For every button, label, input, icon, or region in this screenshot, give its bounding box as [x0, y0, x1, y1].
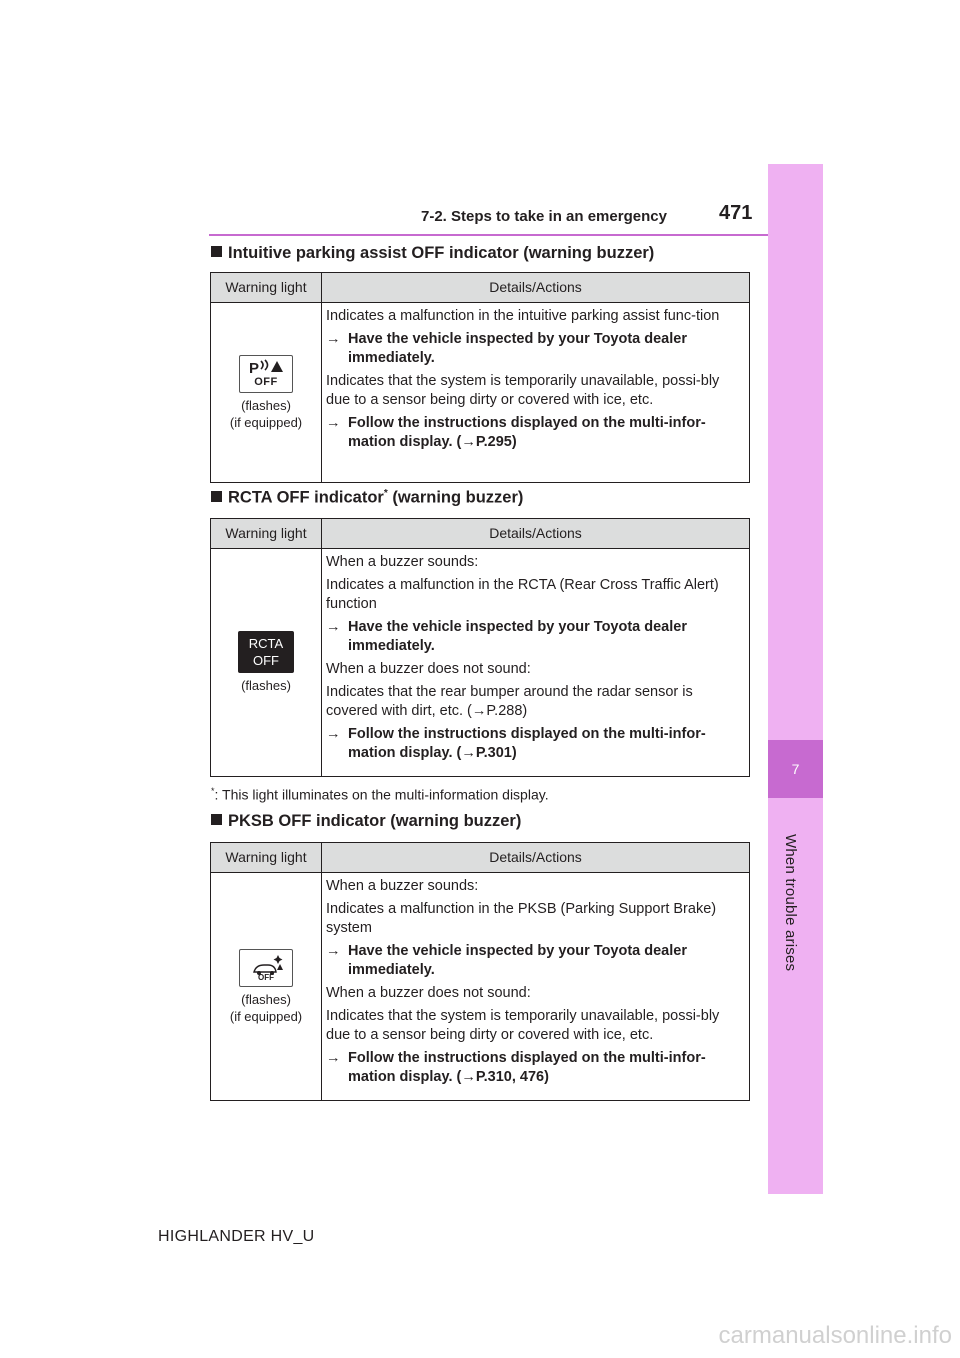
square-bullet-icon: [211, 246, 222, 257]
warning-table-rcta: [210, 518, 750, 777]
column-header-warning-light: Warning light: [211, 843, 322, 873]
section-heading-parking-assist: Intuitive parking assist OFF indicator (warning buzzer): [211, 244, 654, 263]
arrow-icon: →: [326, 331, 341, 347]
details-cell: [322, 303, 750, 483]
detail-text: When a buzzer sounds:: [326, 878, 479, 894]
action-text: → Have the vehicle inspected by your Toyota dealer immediately.: [326, 619, 687, 654]
page-header: [209, 194, 768, 236]
svg-text:P: P: [249, 359, 260, 377]
details-cell: [322, 549, 750, 777]
action-text: → Follow the instructions displayed on the multi-infor-mation display. (→P.295): [326, 415, 706, 450]
icon-text: OFF: [253, 653, 279, 668]
action-text: → Have the vehicle inspected by your Toyota dealer immediately.: [326, 331, 687, 366]
arrow-icon: →: [326, 415, 341, 431]
detail-text: Indicates that the rear bumper around the radar sensor is covered with dirt, etc. (→P.288): [326, 684, 693, 719]
section-title: 7-2. Steps to take in an emergency: [421, 208, 667, 225]
page-number: 471: [719, 202, 753, 224]
footnote-mark: *: [383, 488, 388, 499]
detail-text: Indicates a malfunction in the intuitive parking assist func-tion: [326, 308, 720, 324]
footer-model: HIGHLANDER HV_U: [158, 1228, 315, 1245]
detail-text: Indicates that the system is temporarily unavailable, possi-bly due to a sensor being dirty or covered with ice, etc.: [326, 373, 720, 408]
detail-text: When a buzzer does not sound:: [326, 661, 531, 677]
square-bullet-icon: [211, 814, 222, 825]
detail-text: Indicates that the system is temporarily unavailable, possi-bly due to a sensor being dirty or covered with ice, etc.: [326, 1008, 720, 1043]
pksb-off-icon: [239, 949, 293, 987]
detail-text: Indicates a malfunction in the PKSB (Parking Support Brake) system: [326, 901, 717, 936]
arrow-icon: →: [326, 619, 341, 635]
arrow-icon: →: [326, 726, 341, 742]
rcta-off-icon: [238, 631, 294, 673]
chapter-side-tab: [768, 164, 823, 1194]
icon-caption: (if equipped): [229, 1008, 303, 1024]
icon-caption: (flashes): [241, 991, 291, 1007]
column-header-details: Details/Actions: [322, 843, 750, 873]
footnote-mark: *: [211, 786, 215, 796]
warning-light-cell: [211, 303, 322, 483]
icon-caption: (if equipped): [229, 414, 303, 430]
action-text: → Follow the instructions displayed on the multi-infor-mation display. (→P.310, 476): [326, 1050, 706, 1085]
warning-light-cell: [211, 549, 322, 777]
icon-text: RCTA: [248, 636, 284, 651]
section-heading-rcta: RCTA OFF indicator* (warning buzzer): [211, 488, 523, 508]
icon-caption: (flashes): [241, 397, 291, 413]
watermark: carmanualsonline.info: [718, 1322, 952, 1349]
action-text: → Have the vehicle inspected by your Toyota dealer immediately.: [326, 943, 687, 978]
detail-text: Indicates a malfunction in the RCTA (Rear Cross Traffic Alert) function: [326, 577, 719, 612]
arrow-icon: →: [326, 943, 341, 959]
column-header-warning-light: Warning light: [211, 519, 322, 549]
parking-assist-off-icon: [239, 355, 293, 393]
icon-caption: (flashes): [241, 678, 291, 693]
icon-text: OFF: [258, 972, 274, 982]
icon-text: OFF: [254, 375, 278, 388]
column-header-warning-light: Warning light: [211, 273, 322, 303]
warning-light-cell: [211, 873, 322, 1101]
chapter-number: 7: [768, 740, 823, 798]
section-heading-pksb: PKSB OFF indicator (warning buzzer): [211, 812, 521, 831]
action-text: → Follow the instructions displayed on the multi-infor-mation display. (→P.301): [326, 726, 706, 761]
column-header-details: Details/Actions: [322, 273, 750, 303]
detail-text: When a buzzer sounds:: [326, 554, 479, 570]
footnote: *: This light illuminates on the multi-information display.: [211, 786, 549, 803]
warning-table-parking-assist: [210, 272, 750, 483]
column-header-details: Details/Actions: [322, 519, 750, 549]
arrow-icon: →: [326, 1050, 341, 1066]
square-bullet-icon: [211, 491, 222, 502]
details-cell: [322, 873, 750, 1101]
warning-table-pksb: [210, 842, 750, 1101]
detail-text: When a buzzer does not sound:: [326, 985, 531, 1001]
chapter-title: When trouble arises: [782, 834, 799, 972]
